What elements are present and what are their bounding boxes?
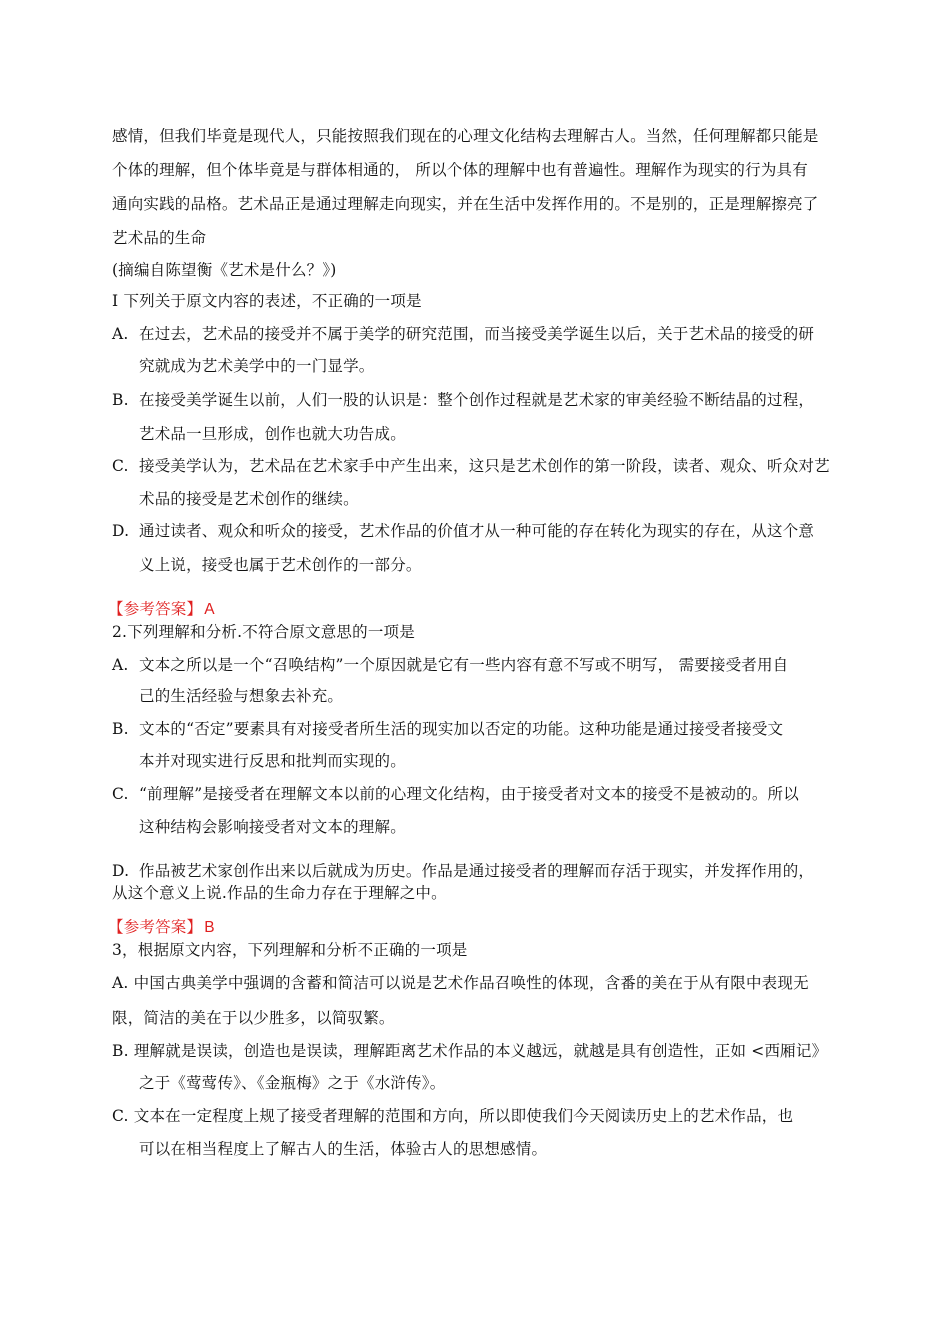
answer-value: A [204,601,215,618]
option-text: 理解就是误读，创造也是误读，理解距离艺术作品的本义越远，就越是具有创造性，正如 <西厢记》 [133,1042,828,1060]
option-text: 在过去，艺术品的接受并不属于美学的研究范围，而当接受美学诞生以后，关于艺术品的接受的研 [139,325,815,343]
option-label: A. [112,325,129,343]
q1-option-c [112,456,830,476]
option-text: 文本的“否定”要素具有对接受者所生活的现实加以否定的功能。这种功能是通过接受者接受文 [139,720,784,738]
q1-option-b [112,390,814,410]
q1-option-d-cont: 义上说，接受也属于艺术创作的一部分。 [139,556,422,574]
option-label: B. [112,720,129,738]
question-1-stem: I 下列关于原文内容的表述，不正确的一项是 [112,292,422,310]
q2-option-a [112,655,788,675]
passage-line: 感情，但我们毕竟是现代人，只能按照我们现在的心理文化结构去理解古人。当然，任何理解都只能是 [112,127,819,145]
option-label: A. [112,974,129,992]
option-label: D. [112,862,130,880]
q3-option-b [112,1041,827,1061]
q1-option-d [112,521,814,541]
q1-option-a [112,324,814,344]
option-text: 文本在一定程度上规了接受者理解的范围和方向，所以即使我们今天阅读历史上的艺术作品，也 [133,1107,794,1125]
option-label: A. [112,656,129,674]
q2-option-b [112,719,783,739]
q2-answer [108,917,215,938]
option-label: D. [112,522,130,540]
answer-label: 【参考答案】 [108,918,203,936]
option-text: 作品被艺术家创作出来以后就成为历史。作品是通过接受者的理解而存活于现实，并发挥作用的， [139,862,815,880]
question-3-stem: 3，根据原文内容，下列理解和分析不正确的一项是 [112,941,468,959]
q2-option-a-cont: 己的生活经验与想象去补充。 [139,687,344,705]
q2-option-b-cont: 本并对现实进行反思和批判而实现的。 [139,752,406,770]
q1-answer [108,599,215,620]
q3-option-b-cont: 之于《莺莺传》、《金瓶梅》之于《水浒传》。 [139,1074,446,1092]
option-label: C. [112,457,129,475]
q2-option-c [112,784,799,804]
option-label: C. [112,1107,129,1125]
passage-line: 艺术品的生命 [112,229,207,247]
answer-value: B [204,919,215,936]
q3-option-a [112,973,809,993]
option-text: 中国古典美学中强调的含蓄和简洁可以说是艺术作品召唤性的体现，含番的美在于从有限中表现无 [133,974,809,992]
q1-option-b-cont: 艺术品一旦形成，创作也就大功告成。 [139,425,406,443]
option-label: C. [112,785,129,803]
q3-option-c [112,1106,793,1126]
question-2-stem: 2.下列理解和分析.不符合原文意思的一项是 [112,623,415,641]
q2-option-c-cont: 这种结构会影响接受者对文本的理解。 [139,818,406,836]
q2-option-d-cont: 从这个意义上说.作品的生命力存在于理解之中。 [112,884,447,902]
option-text: 文本之所以是一个“召唤结构”一个原因就是它有一些内容有意不写或不明写， 需要接受者用自 [139,656,789,674]
option-text: 通过读者、观众和听众的接受，艺术作品的价值才从一种可能的存在转化为现实的存在，从这个意 [139,522,815,540]
q3-option-c-cont: 可以在相当程度上了解古人的生活，体验古人的思想感情。 [139,1140,548,1158]
answer-label: 【参考答案】 [108,600,203,618]
passage-line: 个体的理解，但个体毕竟是与群体相通的， 所以个体的理解中也有普遍性。理解作为现实的行为具有 [112,161,808,179]
q1-option-a-cont: 究就成为艺术美学中的一门显学。 [139,357,375,375]
passage-source: (摘编自陈望衡《艺术是什么？》) [112,261,337,279]
q3-option-a-cont: 限，简洁的美在于以少胜多，以简驭繁。 [112,1009,395,1027]
option-text: “前理解”是接受者在理解文本以前的心理文化结构，由于接受者对文本的接受不是被动的。所以 [139,785,799,803]
option-text: 在接受美学诞生以前，人们一股的认识是：整个创作过程就是艺术家的审美经验不断结晶的过程， [139,391,815,409]
option-text: 接受美学认为，艺术品在艺术家手中产生出来，这只是艺术创作的第一阶段，读者、观众、听众对艺 [139,457,830,475]
option-label: B. [112,1042,129,1060]
option-label: B. [112,391,129,409]
passage-line: 通向实践的品格。艺术品正是通过理解走向现实，并在生活中发挥作用的。不是别的，正是理解擦亮了 [112,195,819,213]
q1-option-c-cont: 术品的接受是艺术创作的继续。 [139,490,359,508]
q2-option-d [112,861,814,881]
